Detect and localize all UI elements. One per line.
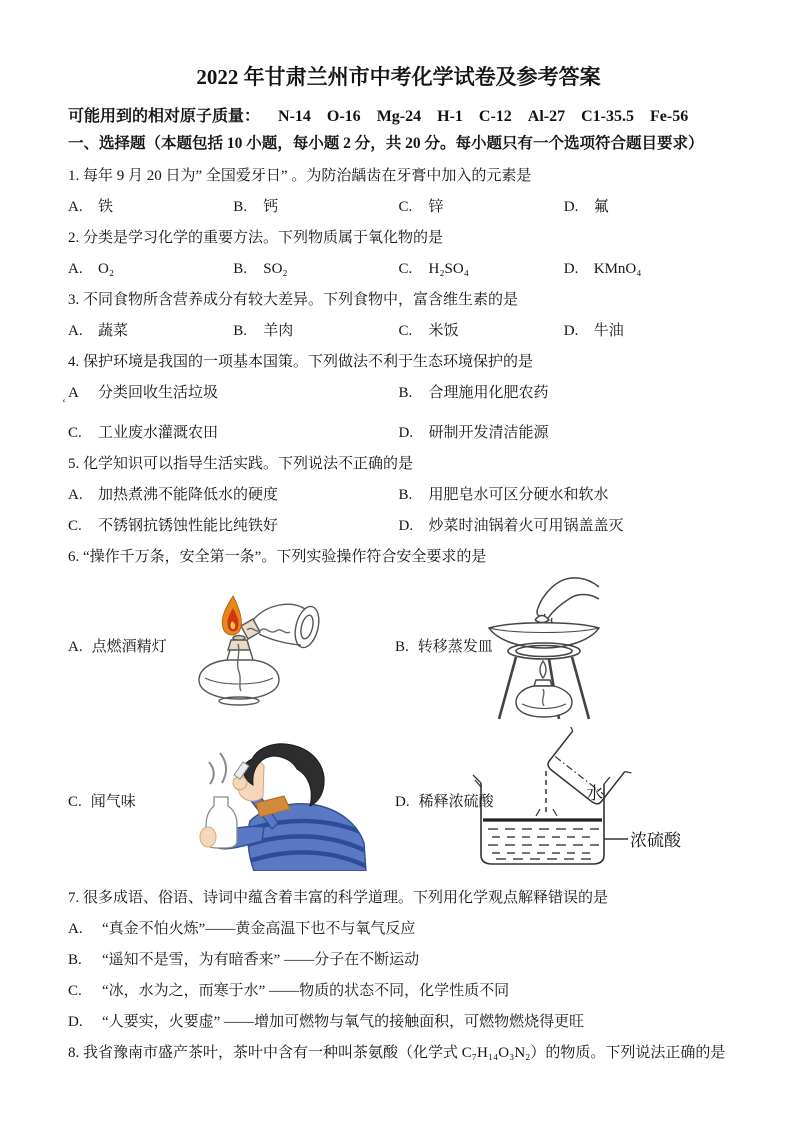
atomic-mass-item: Al-27: [527, 108, 566, 125]
question-2-option-a: A. O₂: [68, 261, 115, 277]
question-4-option-a: A 分类回收生活垃圾: [68, 385, 219, 401]
question-5-options: [68, 485, 729, 536]
question-3-text: 3. 不同食物所含营养成分有较大差异。下列食物中，富含维生素的是: [68, 292, 519, 308]
question-6-figure-row-2: [68, 727, 729, 877]
question-7-option-d: D. “人要实，火要虚” ——增加可燃物与氧气的接触面积，可燃物燃烧得更旺: [68, 1014, 585, 1030]
question-1-option-c: C. 锌: [398, 199, 444, 215]
atomic-mass-item: O-16: [326, 108, 361, 125]
iron-ring: [508, 643, 580, 659]
question-4-option-d: D. 研制开发清洁能源: [398, 425, 549, 441]
atomic-mass-label: 可能用到的相对原子质量：: [68, 108, 261, 125]
question-7-option-a: A. “真金不怕火炼”——黄金高温下也不与氧气反应: [68, 921, 416, 937]
question-4-option-c: C. 工业废水灌溉农田: [68, 425, 219, 441]
question-5-option-b: B. 用肥皂水可区分硬水和软水: [398, 487, 609, 503]
question-6-option-b-label: B. 转移蒸发皿: [395, 639, 493, 655]
question-1-option-d: D. 氟: [563, 199, 609, 215]
question-5-option-a: A. 加热煮沸不能降低水的硬度: [68, 487, 279, 503]
question-3-option-d: D. 牛油: [563, 323, 624, 339]
question-6-option-b: [395, 573, 729, 721]
scan-artifact-mark: ‘: [62, 396, 66, 410]
question-2-option-d: D. KMnO₄: [563, 261, 642, 277]
question-2-option-b: B. SO₂: [233, 261, 288, 277]
question-6-option-c-label: C. 闻气味: [68, 794, 136, 810]
question-3-option-a: A. 蔬菜: [68, 323, 129, 339]
question-1-options: [68, 197, 729, 217]
atomic-mass-item: H-1: [437, 108, 463, 125]
question-4-options: [68, 383, 729, 443]
atomic-mass-item: Fe-56: [650, 108, 689, 125]
question-6-option-d: [395, 727, 729, 877]
question-5-option-c: C. 不锈钢抗锈蚀性能比纯铁好: [68, 518, 279, 534]
hand-icon: [535, 578, 599, 624]
evaporating-dish: [489, 623, 599, 648]
atomic-mass-line: [68, 106, 729, 128]
question-2-options: [68, 259, 729, 279]
question-1-option-a: A. 铁: [68, 199, 114, 215]
evaporating-dish-transfer-figure: [469, 573, 619, 721]
atomic-mass-item: C1-35.5: [581, 108, 635, 125]
question-3-option-c: C. 米饭: [398, 323, 459, 339]
question-7-option-b: B. “遥知不是雪，为有暗香来” ——分子在不断运动: [68, 952, 420, 968]
pour-stream: [536, 771, 557, 816]
question-3-option-b: B. 羊肉: [233, 323, 294, 339]
burner-alcohol-lamp: [516, 661, 572, 717]
atomic-mass-item: Mg-24: [376, 108, 422, 125]
acid-dilution-figure: [466, 727, 681, 877]
alcohol-lamp-lighting-figure: [183, 588, 333, 706]
atomic-mass-item: N-14: [278, 108, 311, 125]
question-6-option-c: [68, 727, 395, 877]
question-3-options: [68, 321, 729, 341]
boy-smelling-figure: [194, 733, 379, 871]
question-5-option-d: D. 炒菜时油锅着火可用锅盖盖灭: [398, 518, 624, 534]
acid-label: 浓硫酸: [629, 831, 681, 850]
flame-icon: [222, 596, 241, 635]
question-6-figure-row-1: [68, 573, 729, 721]
section-header: 一、选择题（本题包括 10 小题，每小题 2 分，共 20 分。每小题只有一个选项符合题目要求）: [68, 135, 704, 152]
question-6-option-a-label: A. 点燃酒精灯: [68, 639, 167, 655]
page-title: 2022 年甘肃兰州市中考化学试卷及参考答案: [196, 65, 601, 89]
question-4-option-b: B. 合理施用化肥农药: [398, 385, 549, 401]
question-4-text: 4. 保护环境是我国的一项基本国策。下列做法不利于生态环境保护的是: [68, 354, 534, 370]
water-label: 水: [585, 784, 603, 803]
question-5-text: 5. 化学知识可以指导生活实践。下列说法不正确的是: [68, 456, 414, 472]
atomic-mass-item: C-12: [478, 108, 512, 125]
question-6-text: 6. “操作千万条，安全第一条”。下列实验操作符合安全要求的是: [68, 549, 487, 565]
question-1-option-b: B. 钙: [233, 199, 279, 215]
question-7-option-c: C. “冰，水为之，而寒于水” ——物质的状态不同，化学性质不同: [68, 983, 510, 999]
question-7-text: 7. 很多成语、俗语、诗词中蕴含着丰富的科学道理。下列用化学观点解释错误的是: [68, 890, 609, 906]
question-2-option-c: C. H₂SO₄: [398, 261, 469, 277]
acid-liquid: [483, 820, 602, 859]
question-8-text: 8. 我省豫南市盛产茶叶，茶叶中含有一种叫茶氨酸（化学式 C₇H₁₄O₃N₂）的物质。下列说法正确的是: [68, 1045, 726, 1061]
question-1-text: 1. 每年 9 月 20 日为” 全国爱牙日” 。为防治龋齿在牙膏中加入的元素是: [68, 168, 532, 184]
hand-on-bottle: [200, 827, 216, 847]
question-6-option-a: [68, 573, 395, 721]
lower-alcohol-lamp: [199, 636, 279, 705]
question-2-text: 2. 分类是学习化学的重要方法。下列物质属于氧化物的是: [68, 230, 444, 246]
waft-lines: [209, 753, 226, 784]
tilted-alcohol-lamp: [241, 604, 323, 650]
question-6-option-d-label: D. 稀释浓硫酸: [395, 794, 494, 810]
